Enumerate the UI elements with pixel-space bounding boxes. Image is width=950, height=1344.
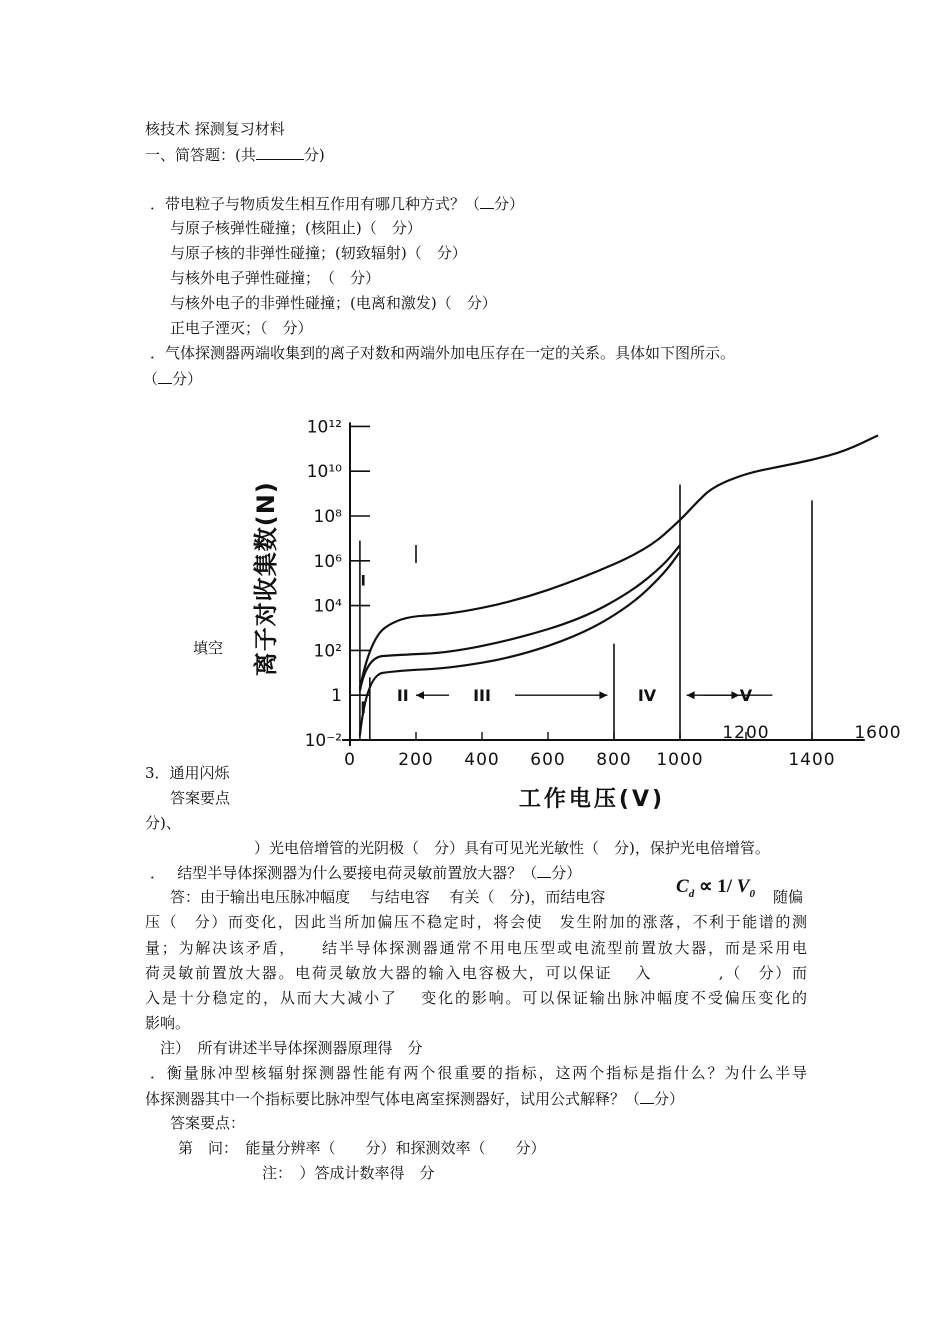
x-tick-label: 400 <box>464 750 500 770</box>
score-blank <box>158 368 172 384</box>
section-heading <box>145 144 325 165</box>
x-tick-label: 1200 <box>722 723 770 743</box>
y-tick-label: 10⁶ <box>313 551 342 572</box>
fill-in-label: 填空 <box>193 639 224 657</box>
question-3-answer-label: 答案要点 <box>170 789 231 807</box>
question-5-line2 <box>145 1088 684 1109</box>
question-5-first: 第 问： 能量分辨率（ 分）和探测效率（ 分） <box>178 1139 546 1157</box>
y-tick-label: 10⁴ <box>313 596 342 617</box>
q4-answer-line: 荷灵敏前置放大器。电荷灵敏放大器的输入电容极大，可以保证 入 ,（ 分）而 <box>145 964 807 982</box>
x-tick-label: 1400 <box>788 750 836 770</box>
q1-item: 与原子核弹性碰撞；(核阻止)（ 分） <box>170 219 422 237</box>
question-5-note: 注： ）答成计数率得 分 <box>262 1164 435 1182</box>
score-blank <box>480 193 494 209</box>
q4-answer-line: 入是十分稳定的，从而大大减小了 变化的影响。可以保证输出脉冲幅度不受偏压变化的 <box>145 989 807 1007</box>
question-1-text: ．带电粒子与物质发生相互作用有哪几种方式？（ <box>150 195 481 213</box>
doc-title: 核技术 探测复习材料 <box>145 120 285 138</box>
question-5-line1: ．衡量脉冲型核辐射探测器性能有两个很重要的指标，这两个指标是指什么？为什么半导 <box>150 1064 807 1082</box>
question-2-text: ．气体探测器两端收集到的离子对数和两端外加电压存在一定的关系。具体如下图所示。 <box>150 344 736 362</box>
x-tick-label: 600 <box>530 750 566 770</box>
section-tail: 分) <box>303 146 325 164</box>
question-5-text: 体探测器其中一个指标要比脉冲型气体电离室探测器好，试用公式解释？（ <box>145 1090 641 1108</box>
region-label: IV <box>637 686 657 706</box>
y-tick-label: 10⁸ <box>313 507 342 527</box>
formula-one: 1/ <box>717 876 733 897</box>
y-tick-label: 10⁻² <box>304 731 342 751</box>
x-axis-title: 工作电压(V) <box>518 787 666 812</box>
question-4-text: ． 结型半导体探测器为什么要接电荷灵敏前置放大器？（ <box>150 864 538 882</box>
question-3-line4: ）光电倍增管的光阴极（ 分）具有可见光光敏性（ 分)，保护光电倍增管。 <box>254 839 770 857</box>
formula-sub-0: 0 <box>749 887 755 900</box>
formula-c: C <box>676 876 689 897</box>
question-1 <box>150 193 524 214</box>
region-label: III <box>473 686 491 706</box>
y-tick-label: 1 <box>331 686 342 707</box>
capacitance-formula <box>676 876 755 905</box>
question-5-answer-label: 答案要点： <box>170 1114 246 1132</box>
x-tick-label: 0 <box>344 750 356 770</box>
y-tick-label: 10¹⁰ <box>306 462 342 483</box>
question-4-tail: 分） <box>551 864 582 882</box>
region-label: V <box>739 686 753 706</box>
question-1-tail: 分） <box>494 195 525 213</box>
q1-item: 与核外电子弹性碰撞； （ 分） <box>170 269 381 287</box>
ion-pair-voltage-chart <box>232 400 902 820</box>
q1-item: 正电子湮灭；（ 分） <box>170 319 313 337</box>
x-tick-label: 1000 <box>656 750 704 770</box>
score-blank <box>537 862 551 878</box>
chart-svg <box>232 400 902 820</box>
region-label: I <box>360 573 366 590</box>
q4-note: 注） 所有讲述半导体探测器原理得 分 <box>160 1039 423 1057</box>
x-tick-label: 1600 <box>854 723 902 743</box>
section-label: 一、简答题：(共 <box>145 146 256 164</box>
q1-item: 与核外电子的非弹性碰撞；(电离和激发)（ 分） <box>170 294 497 312</box>
q4-answer-line: 影响。 <box>145 1014 191 1032</box>
q4-answer-line: 答：由于输出电压脉冲幅度 与结电容 有关（ 分)，而结电容 <box>170 888 606 906</box>
paren-open: （ <box>143 370 159 388</box>
q4-answer-line: 压（ 分）而变化，因此当所加偏压不稳定时，将会使 发生附加的涨落，不利于能谱的测 <box>145 913 807 931</box>
formula-v: V <box>736 876 750 897</box>
q4-answer-tail: 随偏 <box>773 888 804 906</box>
y-tick-label: 10¹² <box>306 417 342 438</box>
question-2-line2 <box>143 368 202 389</box>
region-label: II <box>396 686 409 706</box>
question-3-line3: 分)、 <box>145 814 181 832</box>
q1-item: 与原子核的非弹性碰撞；(轫致辐射)（ 分） <box>170 244 467 262</box>
formula-sub-d: d <box>688 887 695 900</box>
y-axis-title: 离子对收集数(N) <box>252 481 280 677</box>
question-3-start: 3．通用闪烁 <box>145 764 230 782</box>
question-4 <box>150 862 581 883</box>
y-tick-label: 10² <box>313 641 342 662</box>
x-tick-label: 800 <box>596 750 632 770</box>
score-blank <box>640 1088 654 1104</box>
question-5-tail: 分） <box>654 1090 685 1108</box>
formula-proportional: ∝ <box>698 876 713 897</box>
score-blank <box>256 144 304 160</box>
q4-answer-line: 量；为解决该矛盾， 结半导体探测器通常不用电压型或电流型前置放大器，而是采用电 <box>145 939 807 957</box>
x-tick-label: 200 <box>398 750 434 770</box>
question-2-tail: 分） <box>172 370 203 388</box>
region-label: I <box>360 698 367 718</box>
